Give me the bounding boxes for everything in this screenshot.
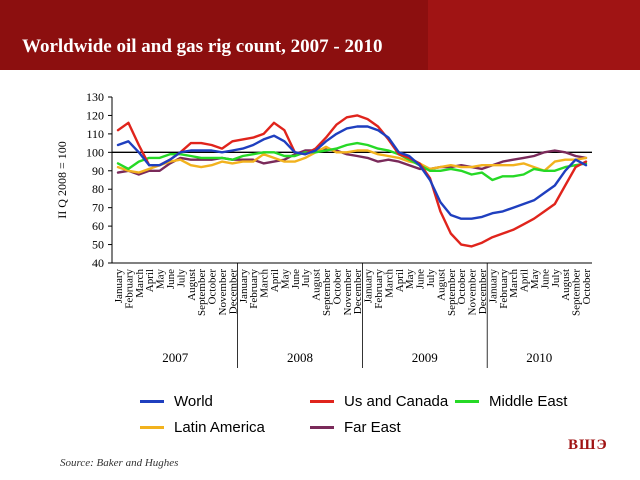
series-line-middle-east — [118, 143, 586, 180]
x-tick-label: April — [269, 269, 281, 293]
legend-item — [455, 390, 567, 412]
y-tick-label: 120 — [86, 108, 104, 123]
x-tick-label: December — [477, 269, 489, 315]
year-label: 2010 — [526, 350, 553, 365]
legend-swatch — [140, 400, 164, 403]
series-line-us-and-canada — [118, 115, 586, 246]
x-tick-label: May — [404, 269, 417, 290]
legend-swatch — [455, 400, 479, 403]
legend-label: Middle East — [489, 392, 568, 410]
y-tick-label: 90 — [92, 163, 104, 178]
x-tick-label: October — [206, 269, 219, 305]
x-tick-label: May — [529, 269, 541, 290]
x-tick-label: March — [383, 269, 396, 298]
y-tick-label: 40 — [92, 256, 104, 270]
x-tick-label: May — [279, 269, 292, 290]
legend-label: Latin America — [174, 418, 265, 436]
x-tick-label: August — [185, 269, 198, 301]
x-tick-label: August — [435, 269, 448, 301]
x-tick-label: December — [227, 269, 240, 315]
y-tick-label: 130 — [86, 90, 104, 104]
x-tick-label: July — [425, 269, 437, 288]
x-tick-label: November — [217, 269, 229, 316]
x-tick-label: June — [165, 269, 177, 290]
source-note: Source: Baker and Hughes — [60, 457, 179, 469]
x-tick-label: October — [331, 269, 344, 305]
legend-swatch — [310, 426, 334, 429]
year-label: 2007 — [162, 350, 189, 365]
x-tick-label: May — [154, 269, 167, 290]
x-tick-label: March — [133, 269, 146, 298]
y-tick-label: 100 — [86, 145, 104, 160]
year-label: 2009 — [411, 350, 438, 365]
y-tick-label: 70 — [92, 200, 104, 215]
x-tick-label: February — [123, 269, 136, 309]
x-tick-label: February — [497, 269, 510, 309]
x-tick-label: March — [508, 269, 521, 298]
y-tick-label: 80 — [92, 182, 104, 197]
legend-item — [310, 390, 448, 412]
x-tick-label: January — [362, 269, 375, 304]
x-tick-label: April — [518, 269, 531, 293]
x-tick-label: June — [539, 269, 552, 290]
x-tick-label: January — [487, 269, 500, 304]
x-tick-label: September — [445, 269, 458, 317]
x-tick-label: January — [237, 269, 250, 304]
year-label: 2008 — [287, 350, 313, 365]
y-tick-label: 50 — [92, 237, 104, 252]
legend — [140, 390, 580, 440]
legend-item — [140, 416, 265, 438]
x-tick-label: January — [113, 269, 125, 304]
x-tick-label: September — [321, 269, 333, 317]
x-tick-label: August — [310, 269, 323, 301]
x-tick-label: March — [258, 269, 271, 298]
x-tick-label: April — [144, 269, 157, 293]
x-tick-label: July — [175, 269, 188, 288]
y-tick-label: 110 — [86, 126, 104, 141]
x-tick-label: December — [352, 269, 365, 315]
y-axis-label: II Q 2008 = 100 — [55, 141, 69, 219]
legend-item — [310, 416, 401, 438]
x-tick-label: September — [570, 269, 583, 317]
x-tick-label: October — [581, 269, 593, 305]
legend-item — [140, 390, 213, 412]
x-tick-label: July — [549, 269, 562, 288]
y-tick-label: 60 — [92, 219, 104, 234]
legend-label: Us and Canada — [344, 392, 449, 410]
x-tick-label: April — [393, 269, 406, 293]
legend-label: Far East — [344, 418, 401, 436]
series-line-world — [118, 127, 586, 219]
x-tick-label: February — [248, 269, 261, 309]
x-tick-label: June — [414, 269, 427, 290]
x-tick-label: November — [341, 269, 354, 316]
x-tick-label: November — [466, 269, 479, 316]
legend-swatch — [310, 400, 334, 403]
x-tick-label: February — [373, 269, 385, 309]
legend-swatch — [140, 426, 164, 429]
x-tick-label: July — [300, 269, 313, 288]
chart-title: Worldwide oil and gas rig count, 2007 - 2010 — [22, 36, 383, 57]
x-tick-label: August — [560, 269, 573, 301]
x-tick-label: September — [196, 269, 209, 317]
x-tick-label: June — [289, 269, 302, 290]
legend-label: World — [174, 392, 213, 410]
x-tick-label: October — [456, 269, 469, 305]
hse-logo: ВШЭ — [568, 437, 608, 453]
